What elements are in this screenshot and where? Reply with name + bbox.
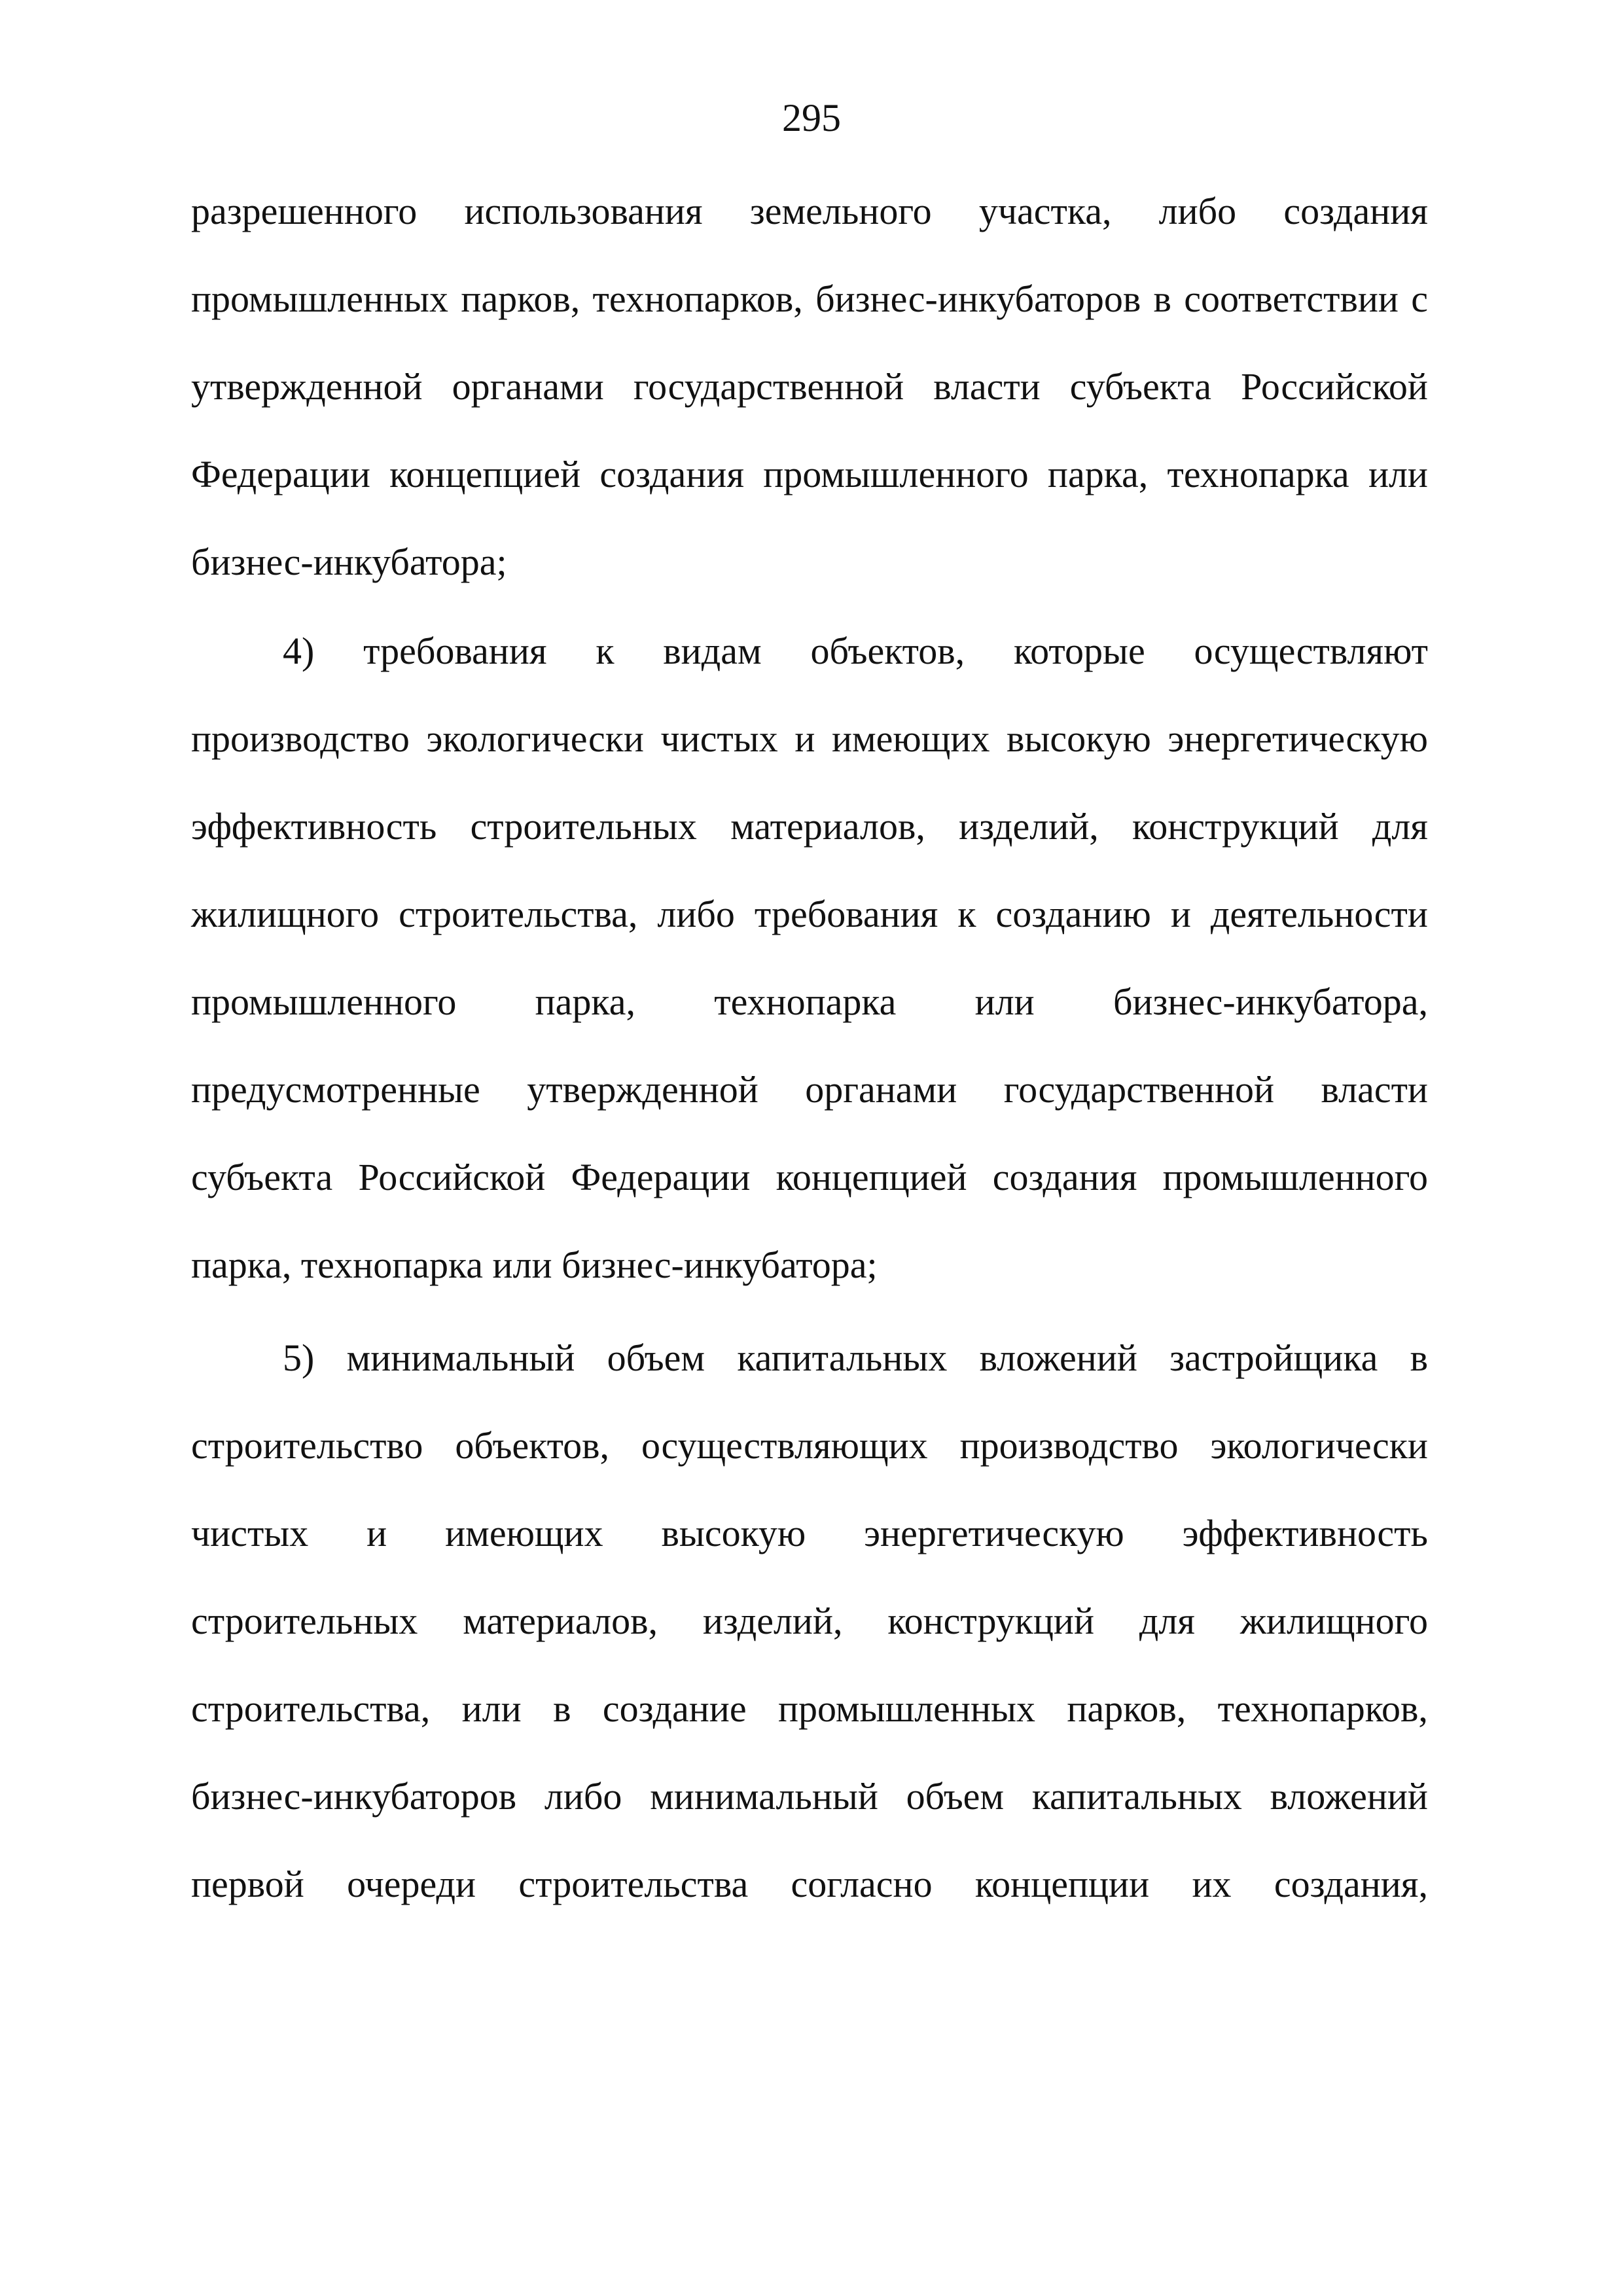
- body-text: [191, 625, 1428, 1291]
- text-line: утвержденной органами государственной власти субъекта Российской: [191, 365, 1428, 408]
- text-line: производство экологически чистых и имеющих высокую энергетическую: [191, 717, 1428, 760]
- text-line: первой очереди строительства согласно концепции их создания,: [191, 1863, 1428, 1905]
- text-line: промышленных парков, технопарков, бизнес-инкубаторов в соответствии с: [191, 278, 1428, 320]
- text-line: субъекта Российской Федерации концепцией создания промышленного: [191, 1156, 1428, 1198]
- text-line: строительства, или в создание промышленных парков, технопарков,: [191, 1687, 1428, 1730]
- text-line: парка, технопарка или бизнес-инкубатора;: [191, 1244, 878, 1286]
- body-text: [191, 185, 1428, 588]
- text-line: бизнес-инкубаторов либо минимальный объем капитальных вложений: [191, 1775, 1428, 1818]
- paragraph-first-line: 5) минимальный объем капитальных вложений застройщика в: [283, 1336, 1428, 1379]
- text-line: Федерации концепцией создания промышленного парка, технопарка или: [191, 453, 1428, 495]
- text-line: промышленного парка, технопарка или бизнес-инкубатора,: [191, 980, 1428, 1023]
- body-text: [191, 1332, 1428, 1910]
- page-number: 295: [782, 96, 841, 139]
- text-line: эффективность строительных материалов, изделий, конструкций для: [191, 805, 1428, 848]
- paragraph-first-line: 4) требования к видам объектов, которые осуществляют: [283, 630, 1428, 672]
- text-line: предусмотренные утвержденной органами государственной власти: [191, 1068, 1428, 1111]
- text-line: строительство объектов, осуществляющих производство экологически: [191, 1424, 1428, 1467]
- text-line: жилищного строительства, либо требования к созданию и деятельности: [191, 893, 1428, 935]
- text-line: разрешенного использования земельного участка, либо создания: [191, 190, 1428, 232]
- text-line: чистых и имеющих высокую энергетическую эффективность: [191, 1512, 1428, 1554]
- text-line: строительных материалов, изделий, конструкций для жилищного: [191, 1600, 1428, 1642]
- text-line: бизнес-инкубатора;: [191, 541, 507, 583]
